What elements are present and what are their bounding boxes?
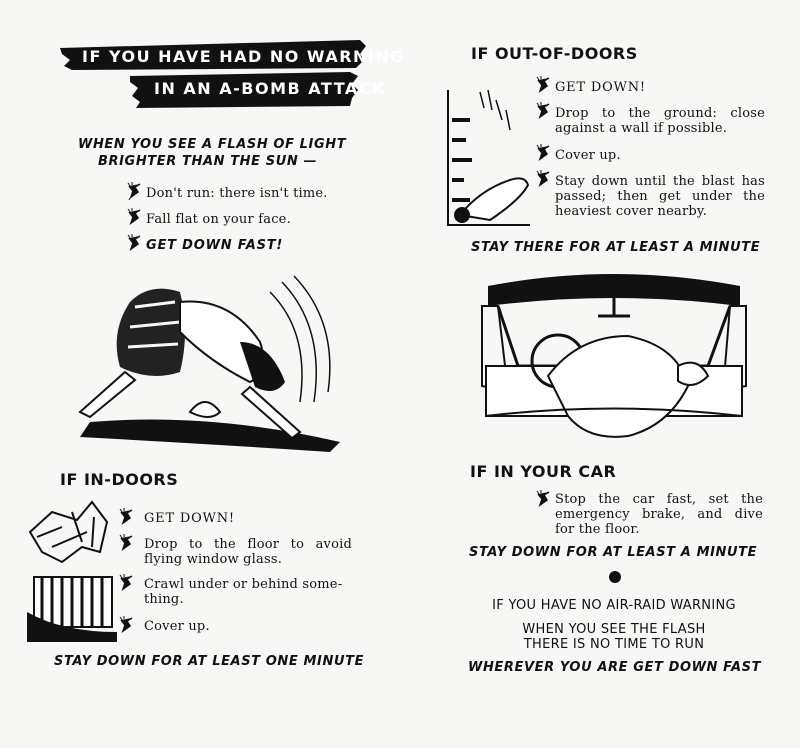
- flash-bullet-icon: [535, 144, 551, 162]
- flash-bullet-icon: [118, 574, 134, 592]
- flash-bullet-icon: [118, 616, 134, 634]
- car-interior-illustration: [478, 266, 750, 446]
- car-list: [535, 492, 765, 542]
- outdoors-footer: STAY THERE FOR AT LEAST A MINUTE: [471, 240, 761, 255]
- outdoors-title: IF OUT-OF-DOORS: [471, 44, 638, 63]
- flash-bullet-icon: [126, 182, 142, 200]
- list-item: [118, 576, 363, 618]
- list-item: [535, 104, 765, 146]
- list-item: [126, 184, 366, 210]
- flash-list: [126, 184, 366, 262]
- banner-line-1: IF YOU HAVE HAD NO WARNING: [82, 47, 405, 66]
- outdoors-item-4: Stay down until the blast has passed; then get under the heaviest cover nearby.: [555, 174, 765, 219]
- outdoors-list: [535, 78, 765, 224]
- indoors-item-2: Drop to the floor to avoid flying window glass.: [144, 537, 352, 567]
- closing-line-4: WHEREVER YOU ARE GET DOWN FAST: [468, 660, 762, 675]
- person-ducking-illustration: [70, 272, 350, 457]
- list-item: [118, 618, 363, 644]
- flash-bullet-icon: [535, 76, 551, 94]
- closing-line-3: THERE IS NO TIME TO RUN: [523, 637, 705, 652]
- flash-bullet-icon: [535, 102, 551, 120]
- flash-bullet-icon: [126, 234, 142, 252]
- list-item: [126, 236, 366, 262]
- list-item: [535, 146, 765, 172]
- flash-bullet-icon: [535, 170, 551, 188]
- list-item: [535, 492, 765, 542]
- indoors-item-3: Crawl under or behind some-thing.: [144, 577, 343, 607]
- warning-banner: [60, 38, 405, 110]
- list-item: [118, 510, 363, 536]
- closing-line-1: IF YOU HAVE NO AIR-RAID WARNING: [492, 598, 736, 613]
- closing-line-2: WHEN YOU SEE THE FLASH: [522, 622, 706, 637]
- car-item-1: Stop the car fast, set the emergency brake, and dive for the floor.: [555, 492, 763, 537]
- indoors-item-4: Cover up.: [144, 619, 210, 634]
- banner-line-2: IN AN A-BOMB ATTACK: [154, 79, 386, 98]
- flash-item-1: Don't run: there isn't time.: [146, 186, 328, 201]
- car-footer: STAY DOWN FOR AT LEAST A MINUTE: [469, 545, 758, 560]
- indoors-title: IF IN-DOORS: [60, 470, 179, 489]
- list-item: [126, 210, 366, 236]
- indoors-list: [118, 510, 363, 644]
- outdoors-item-3: Cover up.: [555, 148, 621, 163]
- flash-heading-1: WHEN YOU SEE A FLASH OF LIGHT: [78, 137, 347, 152]
- outdoors-item-2: Drop to the ground: close against a wall if possible.: [555, 106, 765, 136]
- outdoors-item-1: GET DOWN!: [555, 80, 646, 95]
- list-item: [535, 78, 765, 104]
- indoors-item-1: GET DOWN!: [144, 511, 235, 526]
- car-title: IF IN YOUR CAR: [470, 462, 617, 481]
- flash-bullet-icon: [118, 534, 134, 552]
- flash-bullet-icon: [535, 490, 551, 508]
- flash-bullet-icon: [118, 508, 134, 526]
- flash-bullet-icon: [126, 208, 142, 226]
- list-item: [118, 536, 363, 576]
- flash-item-2: Fall flat on your face.: [146, 212, 291, 227]
- flash-heading-2: BRIGHTER THAN THE SUN —: [98, 154, 318, 169]
- window-shatter-illustration: [22, 492, 122, 642]
- section-dot: [609, 571, 621, 583]
- indoors-footer: STAY DOWN FOR AT LEAST ONE MINUTE: [54, 654, 365, 669]
- wall-ducking-illustration: [440, 80, 532, 228]
- list-item: [535, 172, 765, 224]
- flash-item-3: GET DOWN FAST!: [146, 238, 284, 253]
